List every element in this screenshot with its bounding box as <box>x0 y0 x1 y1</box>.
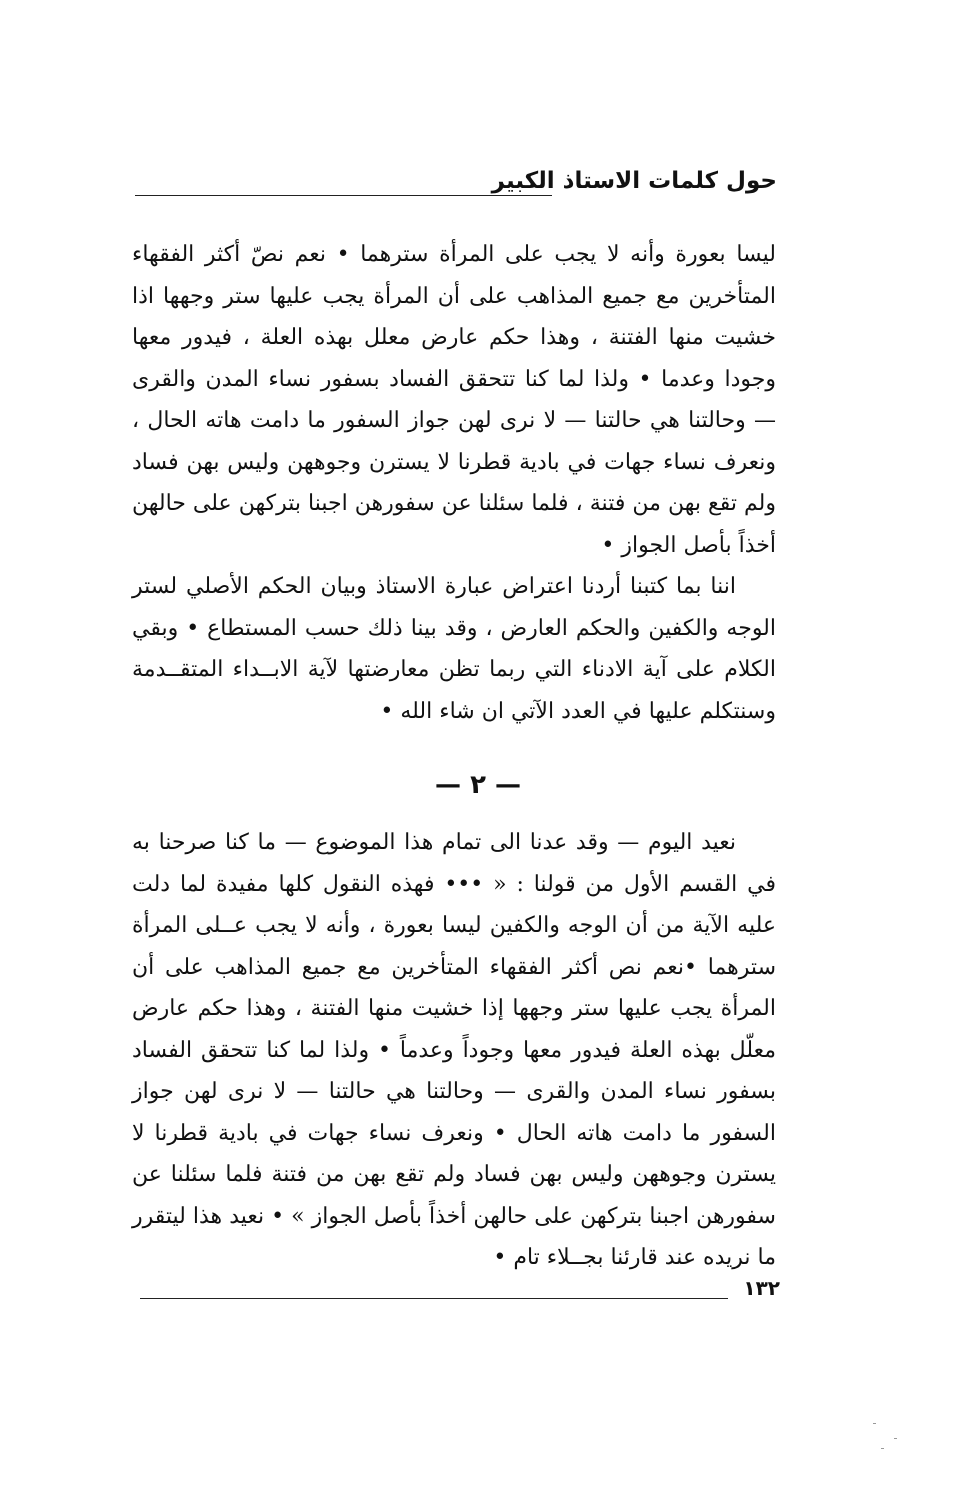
section-number: — ٢ — <box>435 770 521 800</box>
scan-speck <box>894 1438 897 1439</box>
running-header <box>135 168 777 208</box>
paragraph-conclusion: اننا بما كتبنا أردنا اعتراض عبارة الاستاذ وبيان الحكم الأصلي لستر الوجه والكفين والحكم العارض ، وقد بينا ذلك حسب المستطاع • وبقي الكلام على آية الادناء التي ربما تظن معارضتها لآية الابــداء المتقــدمة وسنتكلم عليها في العدد الآتي ان شاء الله • <box>132 574 776 724</box>
paragraph-continued: ليسا بعورة وأنه لا يجب على المرأة سترهما • نعم نصّ أكثر الفقهاء المتأخرين مع جميع المذاهب على أن المرأة يجب عليها ستر وجهها اذا خشيت منها الفتنة ، وهذا حكم عارض معلل بهذه العلة ، فيدور معها وجودا وعدما • ولذا لما كنا تتحقق الفساد بسفور نساء المدن والقرى — وحالتنا هي حالتنا — لا نرى لهن جواز السفور ما دامت هاته الحال ، ونعرف نساء جهات في بادية قطرنا لا يسترن وجوههن وليس بهن فساد ولم تقع بهن من فتنة ، فلما سئلنا عن سفورهن اجبنا بتركهن على حالهن أخذاً بأصل الجواز • <box>132 242 776 558</box>
scan-speck <box>873 1423 876 1424</box>
footer-rule <box>140 1298 728 1299</box>
running-title: حول كلمات الاستاذ الكبير <box>491 168 777 194</box>
header-rule <box>135 195 552 196</box>
paragraph-section-two: نعيد اليوم — وقد عدنا الى تمام هذا الموضوع — ما كنا صرحنا به في القسم الأول من قولنا : « ••• فهذه النقول كلها مفيدة لما دلت عليه الآية من أن الوجه والكفين ليسا بعورة ، وأنه لا يجب عــلى المرأة سترهما •نعم نص أكثر الفقهاء المتأخرين مع جميع المذاهب على أن المرأة يجب عليها ستر وجهها إذا خشيت منها الفتنة ، وهذا حكم عارض معلّل بهذه العلة فيدور معها وجوداً وعدماً • ولذا لما كنا تتحقق الفساد بسفور نساء المدن والقرى — وحالتنا هي حالتنا — لا نرى لهن جواز السفور ما دامت هاته الحال • ونعرف نساء جهات في بادية قطرنا لا يسترن وجوههن وليس بهن فساد ولم تقع بهن من فتنة فلما سئلنا عن سفورهن اجبنا بتركهن على حالهن أخذاً بأصل الجواز » • نعيد هذا ليتقرر ما نريده عند قارئنا بجــلاء تام • <box>132 830 776 1270</box>
page-footer <box>140 1276 780 1312</box>
scan-speck <box>881 1448 884 1449</box>
page-number: ١٣٢ <box>743 1276 780 1300</box>
